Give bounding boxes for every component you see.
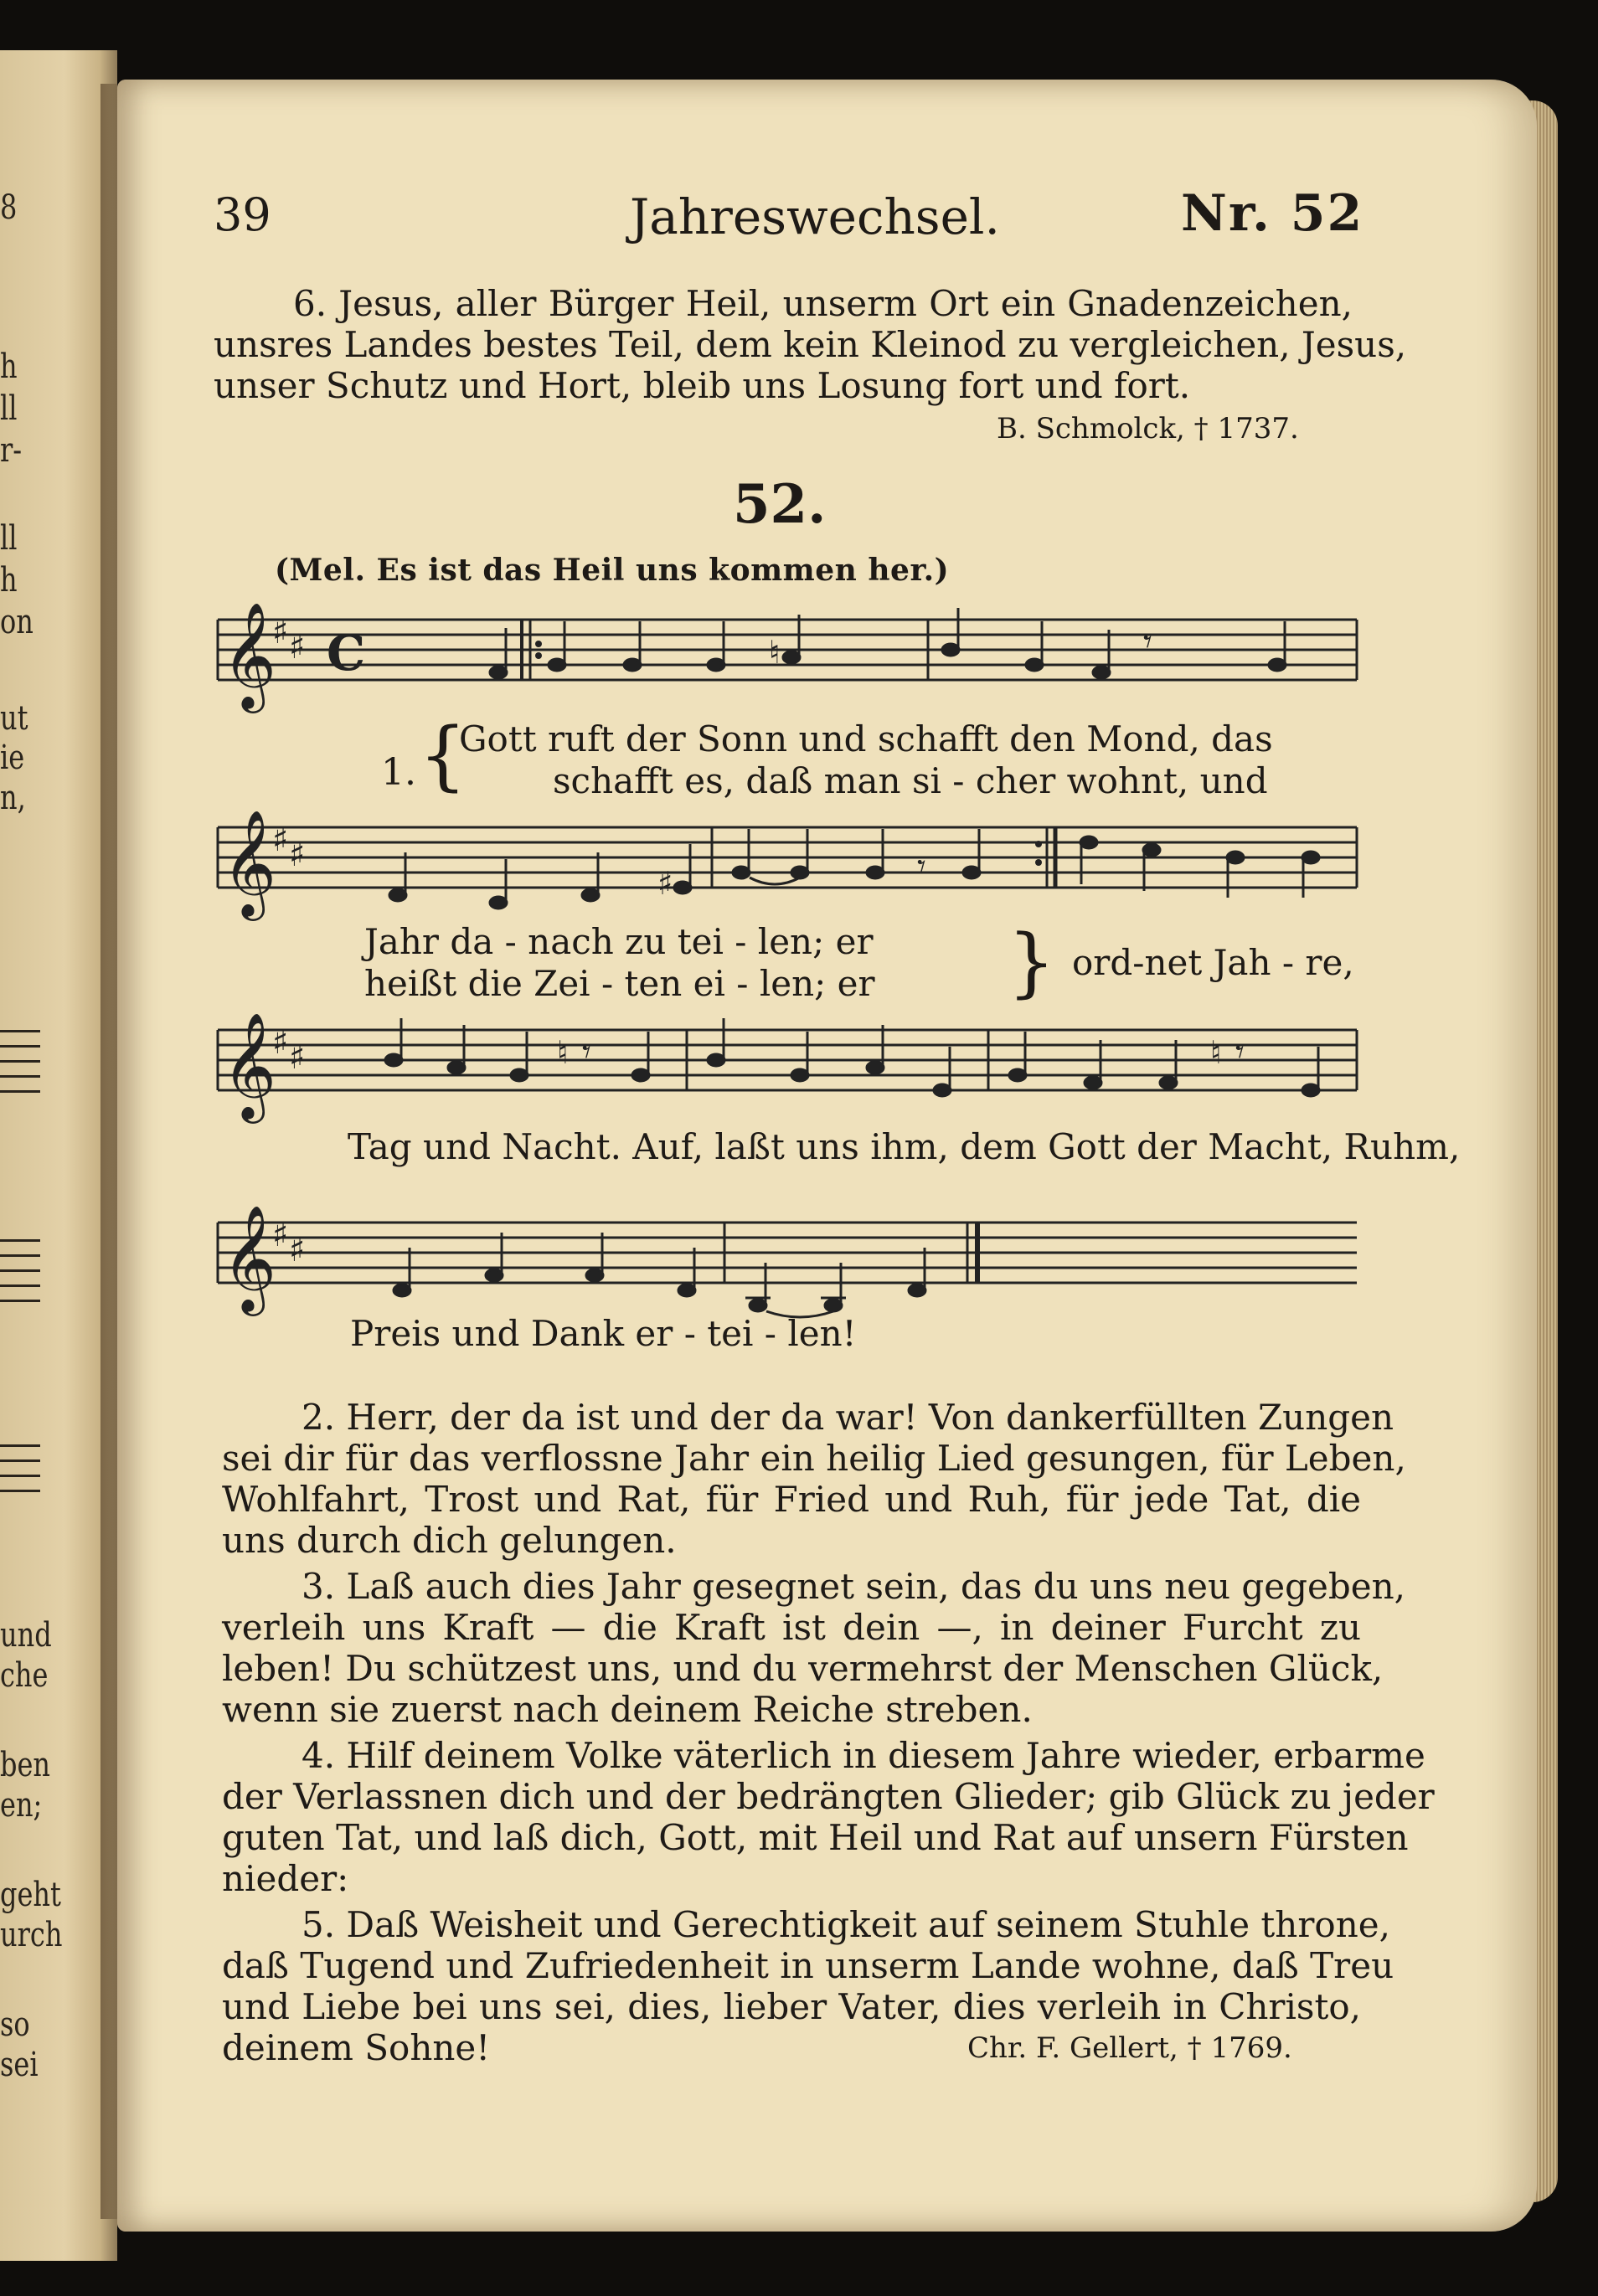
svg-text:♯: ♯ — [272, 613, 289, 651]
stanza-line: verleih uns Kraft — die Kraft ist dein —, in deiner Furcht zu — [222, 1607, 1361, 1648]
stanza-line: leben! Du schützest uns, und du vermehrst der Menschen Glück, — [222, 1648, 1384, 1689]
stanza-line: der Verlassnen dich und der bedrängten Glieder; gib Glück zu jeder — [222, 1776, 1435, 1817]
left-page-staff-line — [0, 1269, 40, 1272]
left-page-staff-line — [0, 1300, 40, 1302]
lyric-line: Tag und Nacht. Auf, laßt uns ihm, dem Gott der Macht, Ruhm, — [348, 1126, 1461, 1167]
melody-note: (Mel. Es ist das Heil uns kommen her.) — [275, 553, 950, 588]
svg-text:♯: ♯ — [272, 1216, 289, 1254]
svg-text:♯: ♯ — [289, 836, 306, 874]
stanza-line: deinem Sohne! — [222, 2027, 491, 2068]
music-staff-1 — [214, 603, 1361, 728]
left-page-fragment: so — [0, 2005, 30, 2044]
left-page-fragment: ll — [0, 519, 18, 558]
left-page-fragment: h — [0, 347, 18, 386]
svg-text:𝄾: 𝄾 — [1235, 1033, 1245, 1072]
svg-text:C: C — [327, 625, 366, 682]
stanza-line: daß Tugend und Zufriedenheit in unserm Lande wohne, daß Treu — [222, 1945, 1394, 1986]
stanza-line: Wohlfahrt, Trost und Rat, für Fried und Ruh, für jede Tat, die — [222, 1479, 1361, 1520]
left-page-fragment: n, — [0, 779, 26, 817]
left-page-fragment: h — [0, 561, 18, 600]
stanza-line: unser Schutz und Hort, bleib uns Losung fort und fort. — [214, 365, 1191, 406]
stanza-line: uns durch dich gelungen. — [222, 1520, 677, 1561]
left-page-fragment: sei — [0, 2046, 39, 2084]
lyric-brace: { — [419, 712, 467, 800]
stanza-line: 2. Herr, der da ist und der da war! Von dankerfüllten Zungen — [302, 1397, 1394, 1438]
stanza-line: und Liebe bei uns sei, dies, lieber Vater, dies verleih in Christo, — [222, 1986, 1361, 2027]
svg-text:♮: ♮ — [769, 634, 781, 671]
left-page-fragment: und — [0, 1616, 52, 1655]
svg-text:𝄾: 𝄾 — [917, 847, 926, 886]
left-page-staff-line — [0, 1075, 40, 1078]
lyric-line: Gott ruft der Sonn und schafft den Mond, das — [459, 718, 1273, 759]
left-page-staff-line — [0, 1475, 40, 1477]
stanza-line: 5. Daß Weisheit und Gerechtigkeit auf seinem Stuhle throne, — [302, 1904, 1390, 1945]
stanza-line: nieder: — [222, 1858, 349, 1899]
page-number: 39 — [214, 188, 271, 241]
left-page-staff-line — [0, 1060, 40, 1063]
stanza-line: wenn sie zuerst nach deinem Reiche streben. — [222, 1689, 1033, 1730]
svg-text:𝄞: 𝄞 — [222, 603, 277, 708]
stanza-line: 6. Jesus, aller Bürger Heil, unserm Ort ein Gnadenzeichen, — [293, 283, 1353, 324]
svg-text:♯: ♯ — [289, 628, 306, 667]
lyric-line: Preis und Dank er - tei - len! — [350, 1313, 857, 1354]
previous-hymn-stanza — [214, 283, 1407, 406]
stanza-line: unsres Landes bestes Teil, dem kein Kleinod zu vergleichen, Jesus, — [214, 324, 1407, 365]
lyric-line: ord-net Jah - re, — [1072, 942, 1354, 983]
stanza-line: guten Tat, und laß dich, Gott, mit Heil und Rat auf unsern Fürsten — [222, 1817, 1409, 1858]
svg-text:♯: ♯ — [289, 1231, 306, 1269]
music-staff-2 — [214, 811, 1361, 936]
lyric-line: Jahr da - nach zu tei - len; er — [364, 921, 874, 962]
left-page-staff-line — [0, 1284, 40, 1287]
left-page-fragment: r- — [0, 431, 23, 470]
left-page-staff-line — [0, 1444, 40, 1447]
hymn-number: 52. — [733, 473, 827, 536]
left-page-fragment: urch — [0, 1916, 63, 1954]
hymn-attribution: Chr. F. Gellert, † 1769. — [967, 2031, 1292, 2065]
svg-text:𝄾: 𝄾 — [582, 1033, 591, 1072]
lyric-line: schafft es, daß man si - cher wohnt, und — [553, 760, 1268, 801]
svg-text:♯: ♯ — [657, 865, 673, 902]
left-page-staff-line — [0, 1490, 40, 1492]
svg-text:♯: ♯ — [272, 1023, 289, 1062]
stanza-2 — [222, 1397, 1406, 1561]
svg-text:♮: ♮ — [1210, 1034, 1222, 1071]
lyric-brace: } — [1008, 919, 1056, 1006]
left-page-fragment: on — [0, 603, 34, 641]
left-page-staff-line — [0, 1254, 40, 1257]
lyric-line: heißt die Zei - ten ei - len; er — [364, 963, 875, 1004]
previous-hymn-attribution: B. Schmolck, † 1737. — [997, 412, 1299, 445]
svg-text:♯: ♯ — [289, 1038, 306, 1077]
page-title: Jahreswechsel. — [630, 188, 1000, 245]
left-page-staff-line — [0, 1030, 40, 1032]
left-page-fragment: ben — [0, 1746, 51, 1784]
left-page-fragment: ll — [0, 389, 18, 428]
svg-text:♮: ♮ — [557, 1034, 569, 1071]
left-page-fragment: ut — [0, 699, 28, 738]
left-page-staff-line — [0, 1045, 40, 1048]
left-page-staff-line — [0, 1239, 40, 1242]
left-page-fragment: en; — [0, 1786, 43, 1825]
stanza-label: 1. — [381, 751, 416, 794]
left-page-fragment: che — [0, 1656, 49, 1695]
svg-text:♯: ♯ — [272, 821, 289, 859]
svg-text:𝄾: 𝄾 — [1143, 623, 1152, 662]
stanza-line: sei dir für das verflossne Jahr ein heilig Lied gesungen, für Leben, — [222, 1438, 1406, 1479]
left-page-fragment: geht — [0, 1876, 61, 1914]
stanza-3 — [222, 1566, 1406, 1730]
music-staff-3 — [214, 1013, 1361, 1139]
svg-text:𝄞: 𝄞 — [222, 1206, 277, 1311]
hymn-reference: Nr. 52 — [1181, 184, 1364, 243]
stanza-line: 3. Laß auch dies Jahr gesegnet sein, das du uns neu gegeben, — [302, 1566, 1406, 1607]
left-page-fragment: ie — [0, 739, 25, 777]
stanza-line: 4. Hilf deinem Volke väterlich in diesem Jahre wieder, erbarme — [302, 1735, 1425, 1776]
stanza-4 — [222, 1735, 1435, 1899]
svg-text:𝄞: 𝄞 — [222, 811, 277, 916]
left-page-edge — [0, 50, 117, 2261]
left-page-fragment: 8 — [0, 188, 18, 227]
svg-text:𝄞: 𝄞 — [222, 1013, 277, 1119]
left-page-staff-line — [0, 1459, 40, 1462]
left-page-staff-line — [0, 1090, 40, 1093]
